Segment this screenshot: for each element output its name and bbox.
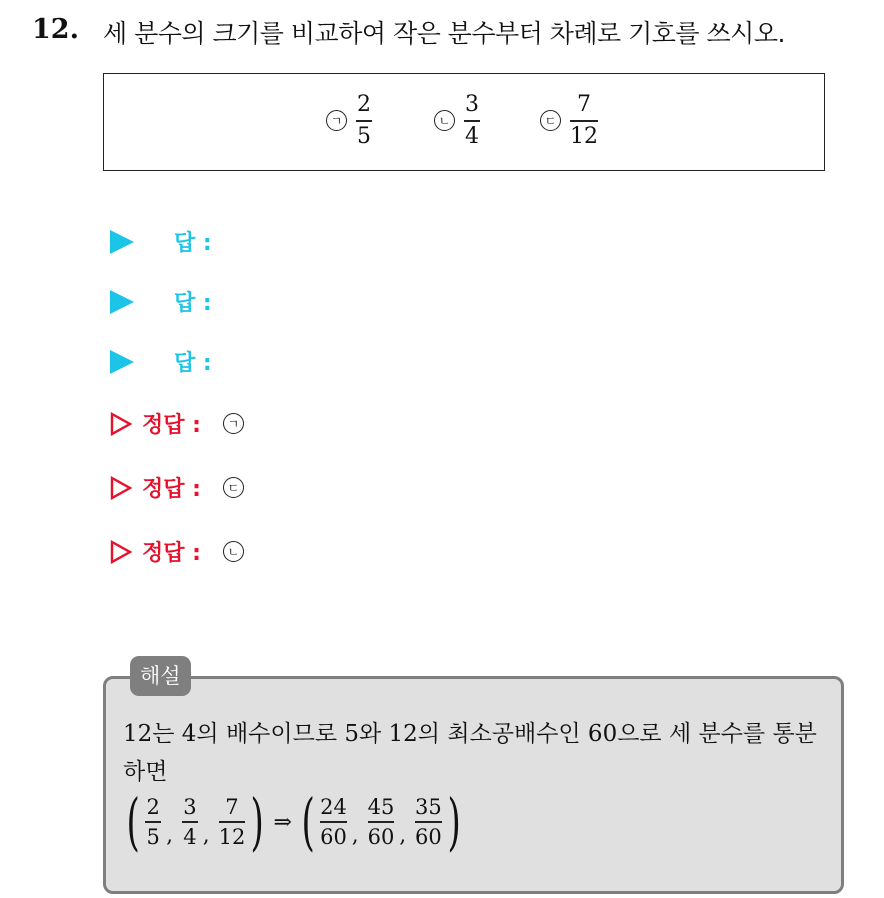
comma: ,	[399, 823, 406, 847]
fraction-bar	[219, 821, 246, 823]
numerator: 7	[225, 795, 239, 820]
close-paren: )	[250, 785, 265, 858]
circled-mark: ㄴ	[434, 110, 455, 131]
numerator: 3	[465, 92, 479, 117]
numerator: 7	[577, 92, 591, 117]
correct-answer-row	[110, 408, 253, 439]
answer-row	[110, 226, 212, 257]
close-paren: )	[447, 785, 461, 858]
play-triangle-icon	[110, 350, 134, 374]
fraction	[320, 795, 347, 849]
fraction-bar	[464, 120, 480, 122]
denominator: 4	[183, 824, 197, 849]
fraction	[415, 795, 442, 849]
answer-label: 답 :	[174, 231, 212, 256]
fraction	[368, 795, 395, 849]
fraction-bar	[182, 821, 198, 823]
numerator: 3	[183, 795, 197, 820]
correct-label: 정답 :	[142, 541, 201, 566]
numerator: 2	[146, 795, 160, 820]
denominator: 5	[146, 824, 160, 849]
fraction-bar	[415, 821, 442, 823]
numerator: 35	[415, 795, 442, 820]
comma: ,	[351, 823, 359, 847]
circled-mark: ㄷ	[540, 110, 561, 131]
numerator: 2	[357, 92, 371, 117]
answer-row	[110, 286, 212, 317]
numerator: 45	[367, 795, 395, 820]
answer-label: 답 :	[174, 291, 212, 316]
answer-label: 답 :	[174, 351, 212, 376]
comma: ,	[202, 823, 210, 847]
answer-row	[110, 346, 212, 377]
outline-triangle-icon	[110, 412, 132, 436]
play-triangle-icon	[110, 230, 134, 254]
circled-mark: ㄱ	[223, 413, 244, 434]
correct-label: 정답 :	[142, 477, 201, 502]
correct-answer-row	[110, 536, 253, 567]
question-number: 12.	[32, 14, 79, 45]
fraction-bar	[356, 120, 372, 122]
open-paren: (	[301, 785, 315, 858]
fraction-bar	[570, 120, 598, 122]
comma: ,	[166, 823, 173, 847]
circled-mark: ㄴ	[223, 541, 244, 562]
outline-triangle-icon	[110, 476, 132, 500]
question-text: 세 분수의 크기를 비교하여 작은 분수부터 차례로 기호를 쓰시오.	[103, 19, 785, 48]
explanation-equation	[121, 785, 466, 858]
fraction	[219, 795, 246, 849]
open-paren: (	[126, 785, 140, 858]
denominator: 60	[320, 824, 347, 849]
option-a	[326, 92, 372, 150]
implies-arrow: ⇒	[273, 809, 292, 835]
explanation-box	[103, 676, 844, 894]
option-b	[434, 92, 480, 150]
denominator: 12	[570, 123, 598, 149]
fraction	[570, 92, 598, 150]
fraction-bar	[320, 821, 347, 823]
denominator: 5	[357, 123, 371, 149]
fraction	[356, 92, 372, 150]
circled-mark: ㄷ	[223, 477, 244, 498]
correct-label: 정답 :	[142, 413, 201, 438]
fraction-bar	[368, 821, 395, 823]
fraction	[145, 795, 161, 849]
options-box	[103, 73, 825, 171]
denominator: 60	[415, 824, 442, 849]
play-triangle-icon	[110, 290, 134, 314]
denominator: 12	[218, 824, 246, 849]
fraction	[464, 92, 480, 150]
fraction	[182, 795, 198, 849]
explanation-tab: 해설	[130, 656, 191, 696]
option-c	[540, 92, 598, 150]
circled-mark: ㄱ	[326, 110, 347, 131]
outline-triangle-icon	[110, 540, 132, 564]
fraction-bar	[145, 821, 161, 823]
denominator: 60	[367, 824, 395, 849]
explanation-text: 12는 4의 배수이므로 5와 12의 최소공배수인 60으로 세 분수를 통분하면	[123, 721, 817, 785]
numerator: 24	[320, 795, 347, 820]
correct-answer-row	[110, 472, 253, 503]
denominator: 4	[465, 123, 479, 149]
